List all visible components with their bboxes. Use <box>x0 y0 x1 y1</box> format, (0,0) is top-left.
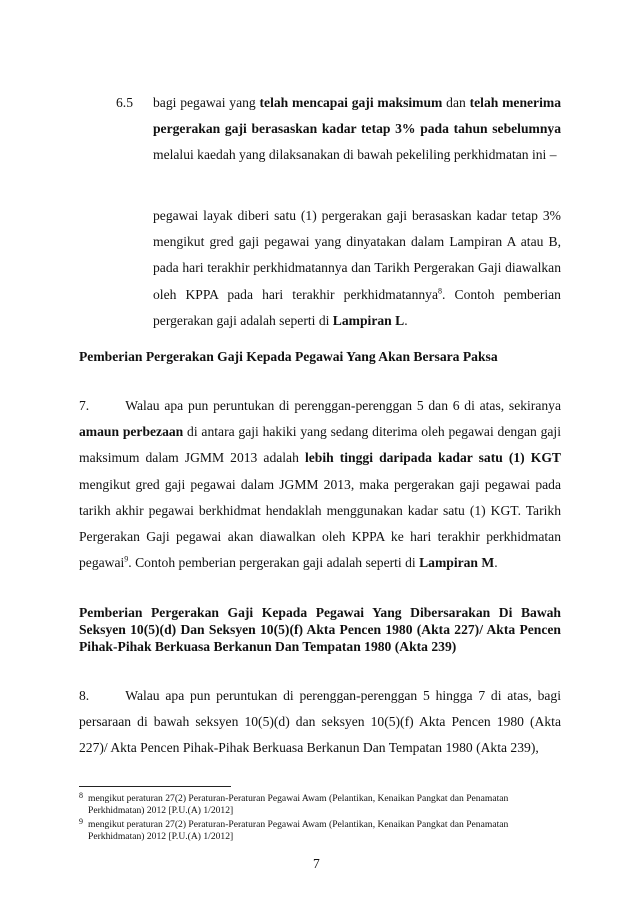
lampiran-m-ref: Lampiran M <box>419 555 495 571</box>
bold-run: telah menerima pergerakan gaji berasaskan kadar tetap 3% pada tahun sebelumnya <box>153 95 561 137</box>
footnote-9 <box>79 819 561 843</box>
paragraph-number: 8. <box>79 688 90 703</box>
paragraph-8 <box>79 683 561 762</box>
text-run: di antara gaji hakiki yang sedang diterima oleh pegawai dengan gaji maksimum dalam JGMM 2013 adalah <box>79 424 561 466</box>
bold-run: lebih tinggi daripada kadar satu (1) KGT <box>304 450 561 466</box>
text-run: dan <box>442 95 470 110</box>
text-run: . Contoh pemberian pergerakan gaji adalah seperti di <box>153 286 561 328</box>
section-heading-seksyen-10-5: Pemberian Pergerakan Gaji Kepada Pegawai Yang Dibersarakan Di Bawah Seksyen 10(5)(d) Dan Seksyen 10(5)(f) Akta Pencen 1980 (Akta 227)/ Akta Pencen Pihak-Pihak Berkuasa Berkanun Dan Tempatan 1980 (Akta 239) <box>79 605 561 654</box>
footnote-text: mengikut peraturan 27(2) Peraturan-Peraturan Pegawai Awam (Pelantikan, Kenaikan Pangkat dan Penamatan Perkhidmatan) 2012 [P.U.(A) 1/2012] <box>88 793 509 817</box>
paragraph-7 <box>79 393 561 576</box>
item-number-6-5: 6.5 <box>116 95 133 110</box>
text-run: . <box>404 312 408 328</box>
footnote-text: mengikut peraturan 27(2) Peraturan-Peraturan Pegawai Awam (Pelantikan, Kenaikan Pangkat dan Penamatan Perkhidmatan) 2012 [P.U.(A) 1/2012] <box>88 819 509 843</box>
footnote-mark: 8 <box>79 791 83 800</box>
text-run: . <box>494 555 498 571</box>
text-run: Walau apa pun peruntukan di perenggan-perenggan 5 hingga 7 di atas, bagi persaraan di bawah seksyen 10(5)(d) dan seksyen 10(5)(f) Akta Pencen 1980 (Akta 227)/ Akta Pencen Pihak-Pihak Berkuasa Berkanun Dan Tempatan 1980 (Akta 239), <box>79 688 561 756</box>
bold-run: telah mencapai gaji maksimum <box>259 95 443 110</box>
text-run: . Contoh pemberian pergerakan gaji adalah seperti di <box>128 555 420 571</box>
text-run: mengikut gred gaji pegawai dalam JGMM 2013, maka pergerakan gaji pegawai pada tarikh akhir pegawai berkhidmat hendaklah menggunakan kadar satu (1) KGT. Tarikh Pergerakan Gaji pegawai akan diawalkan oleh KPPA ke hari terakhir perkhidmatan pegawai <box>79 476 561 571</box>
item-6-5-subparagraph <box>153 203 561 334</box>
section-heading-bersara-paksa: Pemberian Pergerakan Gaji Kepada Pegawai Yang Akan Bersara Paksa <box>79 349 498 364</box>
footnote-8 <box>79 793 561 817</box>
lampiran-l-ref: Lampiran L <box>332 312 405 328</box>
footnote-ref[interactable]: 9 <box>124 554 129 564</box>
paragraph-number: 7. <box>79 398 90 413</box>
footnote-separator <box>79 786 231 787</box>
footnote-mark: 9 <box>79 817 83 826</box>
text-run: bagi pegawai yang <box>153 95 260 110</box>
text-run: melalui kaedah yang dilaksanakan di bawah pekeliling perkhidmatan ini – <box>153 147 557 163</box>
bold-run: amaun perbezaan <box>79 424 184 440</box>
text-run: Walau apa pun peruntukan di perenggan-perenggan 5 dan 6 di atas, sekiranya <box>125 398 561 413</box>
page-number: 7 <box>313 856 320 871</box>
item-6-5-paragraph <box>153 90 561 169</box>
text-run: pegawai layak diberi satu (1) pergerakan gaji berasaskan kadar tetap 3% mengikut gred gaji pegawai yang dinyatakan dalam Lampiran A atau B, pada hari terakhir perkhidmatannya dan Tarikh Pergerakan Gaji diawalkan oleh KPPA pada hari terakhir perkhidmatannya <box>153 208 561 302</box>
footnote-ref[interactable]: 8 <box>438 286 443 296</box>
